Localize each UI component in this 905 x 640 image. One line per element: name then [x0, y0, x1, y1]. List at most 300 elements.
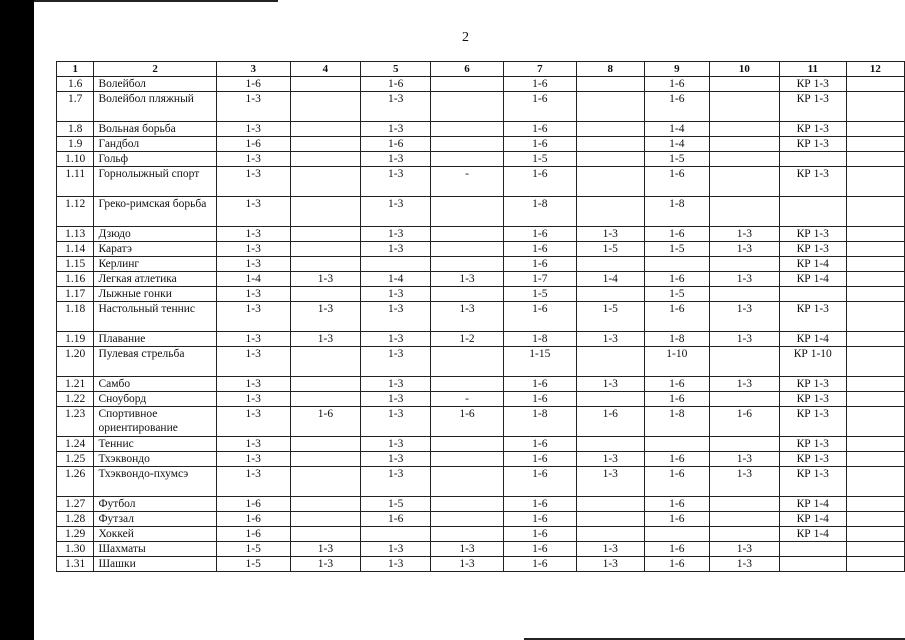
col-5-cell: 1-3 [361, 407, 431, 437]
col-7-cell: 1-6 [503, 167, 576, 197]
col-4-cell [290, 527, 361, 542]
sport-name-cell: Самбо [94, 377, 216, 392]
col-6-cell [431, 437, 504, 452]
col-10-cell [709, 257, 779, 272]
col-6-cell [431, 242, 504, 257]
col-7-cell: 1-8 [503, 197, 576, 227]
table-row [57, 137, 905, 152]
col-8-cell [576, 167, 644, 197]
col-5-cell: 1-3 [361, 287, 431, 302]
col-12-cell [846, 272, 904, 287]
col-11-cell: КР 1-3 [779, 227, 846, 242]
col-8-cell [576, 512, 644, 527]
header-cell-11: 11 [779, 62, 846, 77]
sport-name-cell: Керлинг [94, 257, 216, 272]
row-number-cell: 1.12 [57, 197, 94, 227]
col-8-cell: 1-3 [576, 557, 644, 572]
col-9-cell: 1-6 [644, 272, 709, 287]
col-9-cell: 1-5 [644, 242, 709, 257]
col-4-cell: 1-3 [290, 557, 361, 572]
col-7-cell: 1-6 [503, 122, 576, 137]
row-number-cell: 1.18 [57, 302, 94, 332]
col-10-cell [709, 152, 779, 167]
col-6-cell [431, 197, 504, 227]
col-8-cell: 1-5 [576, 242, 644, 257]
col-12-cell [846, 512, 904, 527]
sport-name-cell: Теннис [94, 437, 216, 452]
col-4-cell [290, 227, 361, 242]
col-8-cell [576, 497, 644, 512]
col-12-cell [846, 77, 904, 92]
col-12-cell [846, 197, 904, 227]
col-6-cell: 1-3 [431, 557, 504, 572]
sport-name-cell: Сноуборд [94, 392, 216, 407]
col-9-cell: 1-4 [644, 137, 709, 152]
table-row [57, 452, 905, 467]
col-6-cell [431, 227, 504, 242]
col-10-cell [709, 347, 779, 377]
col-9-cell: 1-6 [644, 227, 709, 242]
col-5-cell: 1-3 [361, 227, 431, 242]
row-number-cell: 1.19 [57, 332, 94, 347]
col-12-cell [846, 242, 904, 257]
col-3-cell: 1-3 [216, 122, 290, 137]
col-8-cell: 1-3 [576, 332, 644, 347]
col-10-cell: 1-3 [709, 302, 779, 332]
col-10-cell: 1-3 [709, 227, 779, 242]
col-6-cell [431, 452, 504, 467]
col-4-cell [290, 392, 361, 407]
table-row [57, 527, 905, 542]
table-row [57, 122, 905, 137]
col-5-cell: 1-5 [361, 497, 431, 512]
col-9-cell: 1-8 [644, 197, 709, 227]
col-9-cell: 1-10 [644, 347, 709, 377]
header-cell-2: 2 [94, 62, 216, 77]
table-row [57, 287, 905, 302]
sport-name-cell: Легкая атлетика [94, 272, 216, 287]
col-7-cell: 1-6 [503, 257, 576, 272]
col-8-cell [576, 437, 644, 452]
col-7-cell: 1-6 [503, 542, 576, 557]
sport-name-cell: Спортивное ориентирование [94, 407, 216, 437]
col-4-cell: 1-6 [290, 407, 361, 437]
row-number-cell: 1.7 [57, 92, 94, 122]
header-cell-9: 9 [644, 62, 709, 77]
col-6-cell: 1-3 [431, 272, 504, 287]
col-4-cell [290, 467, 361, 497]
sport-name-cell: Тхэквондо-пхумсэ [94, 467, 216, 497]
col-10-cell: 1-3 [709, 557, 779, 572]
col-8-cell: 1-3 [576, 452, 644, 467]
col-10-cell [709, 77, 779, 92]
col-10-cell: 1-6 [709, 407, 779, 437]
col-9-cell: 1-6 [644, 77, 709, 92]
table-row [57, 152, 905, 167]
row-number-cell: 1.17 [57, 287, 94, 302]
col-9-cell: 1-6 [644, 167, 709, 197]
col-10-cell [709, 512, 779, 527]
col-6-cell [431, 122, 504, 137]
col-7-cell: 1-6 [503, 512, 576, 527]
col-10-cell: 1-3 [709, 467, 779, 497]
col-4-cell [290, 197, 361, 227]
col-4-cell [290, 512, 361, 527]
col-9-cell: 1-6 [644, 302, 709, 332]
row-number-cell: 1.31 [57, 557, 94, 572]
col-12-cell [846, 437, 904, 452]
col-5-cell: 1-6 [361, 77, 431, 92]
col-3-cell: 1-3 [216, 347, 290, 377]
row-number-cell: 1.16 [57, 272, 94, 287]
table-row [57, 92, 905, 122]
col-3-cell: 1-3 [216, 332, 290, 347]
table-row [57, 467, 905, 497]
col-5-cell: 1-3 [361, 122, 431, 137]
col-6-cell: - [431, 167, 504, 197]
sport-name-cell: Дзюдо [94, 227, 216, 242]
col-6-cell [431, 527, 504, 542]
col-12-cell [846, 407, 904, 437]
col-12-cell [846, 467, 904, 497]
col-7-cell: 1-6 [503, 137, 576, 152]
sport-name-cell: Волейбол [94, 77, 216, 92]
sport-name-cell: Вольная борьба [94, 122, 216, 137]
col-5-cell: 1-3 [361, 542, 431, 557]
col-9-cell: 1-4 [644, 122, 709, 137]
col-7-cell: 1-6 [503, 452, 576, 467]
col-11-cell: КР 1-3 [779, 407, 846, 437]
col-6-cell [431, 77, 504, 92]
col-4-cell [290, 122, 361, 137]
sport-name-cell: Шашки [94, 557, 216, 572]
row-number-cell: 1.14 [57, 242, 94, 257]
col-12-cell [846, 557, 904, 572]
col-9-cell: 1-5 [644, 287, 709, 302]
col-10-cell [709, 497, 779, 512]
col-11-cell [779, 542, 846, 557]
table-row [57, 392, 905, 407]
col-7-cell: 1-6 [503, 377, 576, 392]
col-11-cell: КР 1-4 [779, 272, 846, 287]
col-12-cell [846, 377, 904, 392]
row-number-cell: 1.28 [57, 512, 94, 527]
header-cell-1: 1 [57, 62, 94, 77]
col-12-cell [846, 287, 904, 302]
col-7-cell: 1-5 [503, 287, 576, 302]
col-12-cell [846, 167, 904, 197]
col-7-cell: 1-6 [503, 227, 576, 242]
col-6-cell: 1-2 [431, 332, 504, 347]
sport-name-cell: Волейбол пляжный [94, 92, 216, 122]
col-10-cell: 1-3 [709, 452, 779, 467]
sport-name-cell: Футбол [94, 497, 216, 512]
col-11-cell [779, 152, 846, 167]
col-7-cell: 1-6 [503, 242, 576, 257]
col-5-cell: 1-3 [361, 437, 431, 452]
col-5-cell: 1-3 [361, 332, 431, 347]
col-4-cell: 1-3 [290, 272, 361, 287]
col-12-cell [846, 392, 904, 407]
table-row [57, 242, 905, 257]
col-7-cell: 1-6 [503, 497, 576, 512]
col-3-cell: 1-3 [216, 302, 290, 332]
sport-name-cell: Греко-римская борьба [94, 197, 216, 227]
col-5-cell: 1-3 [361, 167, 431, 197]
col-10-cell [709, 197, 779, 227]
col-5-cell: 1-6 [361, 137, 431, 152]
col-8-cell [576, 197, 644, 227]
sport-name-cell: Горнолыжный спорт [94, 167, 216, 197]
col-8-cell: 1-4 [576, 272, 644, 287]
table-row [57, 557, 905, 572]
col-7-cell: 1-6 [503, 302, 576, 332]
col-5-cell [361, 527, 431, 542]
row-number-cell: 1.6 [57, 77, 94, 92]
col-9-cell: 1-6 [644, 557, 709, 572]
col-12-cell [846, 542, 904, 557]
table-row [57, 272, 905, 287]
col-7-cell: 1-8 [503, 407, 576, 437]
col-8-cell [576, 122, 644, 137]
col-5-cell: 1-3 [361, 467, 431, 497]
col-4-cell [290, 77, 361, 92]
col-9-cell: 1-6 [644, 497, 709, 512]
col-5-cell: 1-3 [361, 392, 431, 407]
sport-name-cell: Каратэ [94, 242, 216, 257]
header-cell-7: 7 [503, 62, 576, 77]
col-5-cell: 1-3 [361, 242, 431, 257]
col-7-cell: 1-5 [503, 152, 576, 167]
row-number-cell: 1.24 [57, 437, 94, 452]
col-4-cell: 1-3 [290, 542, 361, 557]
col-8-cell [576, 77, 644, 92]
row-number-cell: 1.29 [57, 527, 94, 542]
table-header-row [57, 62, 905, 77]
sport-name-cell: Футзал [94, 512, 216, 527]
col-11-cell: КР 1-4 [779, 527, 846, 542]
col-12-cell [846, 152, 904, 167]
col-3-cell: 1-3 [216, 287, 290, 302]
col-6-cell: 1-3 [431, 542, 504, 557]
sport-name-cell: Лыжные гонки [94, 287, 216, 302]
row-number-cell: 1.20 [57, 347, 94, 377]
col-10-cell: 1-3 [709, 272, 779, 287]
col-5-cell: 1-4 [361, 272, 431, 287]
col-5-cell [361, 257, 431, 272]
col-8-cell [576, 152, 644, 167]
header-cell-5: 5 [361, 62, 431, 77]
header-cell-8: 8 [576, 62, 644, 77]
col-12-cell [846, 452, 904, 467]
table-row [57, 347, 905, 377]
col-3-cell: 1-3 [216, 467, 290, 497]
col-5-cell: 1-3 [361, 347, 431, 377]
row-number-cell: 1.30 [57, 542, 94, 557]
col-11-cell: КР 1-3 [779, 137, 846, 152]
col-7-cell: 1-6 [503, 527, 576, 542]
col-3-cell: 1-3 [216, 242, 290, 257]
col-5-cell: 1-6 [361, 512, 431, 527]
col-4-cell [290, 287, 361, 302]
col-3-cell: 1-3 [216, 407, 290, 437]
col-9-cell: 1-6 [644, 512, 709, 527]
table-row [57, 497, 905, 512]
col-6-cell: - [431, 392, 504, 407]
sport-name-cell: Шахматы [94, 542, 216, 557]
row-number-cell: 1.13 [57, 227, 94, 242]
col-9-cell [644, 527, 709, 542]
col-7-cell: 1-15 [503, 347, 576, 377]
col-3-cell: 1-5 [216, 557, 290, 572]
header-cell-6: 6 [431, 62, 504, 77]
row-number-cell: 1.26 [57, 467, 94, 497]
col-12-cell [846, 332, 904, 347]
col-7-cell: 1-6 [503, 467, 576, 497]
col-5-cell: 1-3 [361, 92, 431, 122]
col-6-cell [431, 347, 504, 377]
col-12-cell [846, 137, 904, 152]
col-10-cell: 1-3 [709, 542, 779, 557]
col-10-cell [709, 437, 779, 452]
col-3-cell: 1-4 [216, 272, 290, 287]
col-3-cell: 1-3 [216, 377, 290, 392]
col-7-cell: 1-6 [503, 437, 576, 452]
col-4-cell [290, 92, 361, 122]
col-5-cell: 1-3 [361, 452, 431, 467]
col-6-cell [431, 92, 504, 122]
col-11-cell: КР 1-3 [779, 377, 846, 392]
col-6-cell: 1-6 [431, 407, 504, 437]
col-10-cell: 1-3 [709, 242, 779, 257]
col-9-cell: 1-6 [644, 92, 709, 122]
sport-name-cell: Гольф [94, 152, 216, 167]
col-12-cell [846, 302, 904, 332]
col-8-cell [576, 92, 644, 122]
col-5-cell: 1-3 [361, 302, 431, 332]
col-11-cell: КР 1-3 [779, 242, 846, 257]
col-3-cell: 1-3 [216, 92, 290, 122]
col-10-cell [709, 92, 779, 122]
col-4-cell [290, 137, 361, 152]
col-3-cell: 1-6 [216, 497, 290, 512]
sport-name-cell: Настольный теннис [94, 302, 216, 332]
col-6-cell [431, 152, 504, 167]
col-11-cell: КР 1-4 [779, 257, 846, 272]
col-9-cell: 1-6 [644, 542, 709, 557]
col-4-cell [290, 377, 361, 392]
col-6-cell [431, 137, 504, 152]
col-4-cell: 1-3 [290, 332, 361, 347]
col-9-cell: 1-6 [644, 392, 709, 407]
col-4-cell [290, 437, 361, 452]
col-9-cell: 1-8 [644, 407, 709, 437]
col-8-cell [576, 257, 644, 272]
col-7-cell: 1-7 [503, 272, 576, 287]
row-number-cell: 1.15 [57, 257, 94, 272]
col-3-cell: 1-5 [216, 542, 290, 557]
col-11-cell: КР 1-3 [779, 77, 846, 92]
col-6-cell [431, 287, 504, 302]
col-12-cell [846, 122, 904, 137]
col-3-cell: 1-6 [216, 137, 290, 152]
col-4-cell [290, 452, 361, 467]
row-number-cell: 1.8 [57, 122, 94, 137]
col-11-cell: КР 1-3 [779, 122, 846, 137]
row-number-cell: 1.21 [57, 377, 94, 392]
col-11-cell: КР 1-4 [779, 497, 846, 512]
col-3-cell: 1-3 [216, 452, 290, 467]
table-row [57, 332, 905, 347]
col-12-cell [846, 497, 904, 512]
row-number-cell: 1.22 [57, 392, 94, 407]
col-6-cell [431, 467, 504, 497]
header-cell-3: 3 [216, 62, 290, 77]
col-10-cell [709, 122, 779, 137]
col-3-cell: 1-3 [216, 197, 290, 227]
col-11-cell [779, 557, 846, 572]
row-number-cell: 1.9 [57, 137, 94, 152]
table-row [57, 542, 905, 557]
col-12-cell [846, 347, 904, 377]
col-4-cell [290, 347, 361, 377]
col-3-cell: 1-3 [216, 227, 290, 242]
table-row [57, 257, 905, 272]
table-row [57, 512, 905, 527]
col-7-cell: 1-6 [503, 92, 576, 122]
col-5-cell: 1-3 [361, 197, 431, 227]
col-9-cell: 1-5 [644, 152, 709, 167]
col-11-cell: КР 1-3 [779, 92, 846, 122]
col-8-cell: 1-6 [576, 407, 644, 437]
col-3-cell: 1-3 [216, 152, 290, 167]
col-4-cell: 1-3 [290, 302, 361, 332]
col-8-cell: 1-3 [576, 467, 644, 497]
col-3-cell: 1-6 [216, 77, 290, 92]
table-row [57, 437, 905, 452]
col-6-cell [431, 512, 504, 527]
col-10-cell: 1-3 [709, 377, 779, 392]
col-11-cell: КР 1-3 [779, 467, 846, 497]
col-8-cell: 1-3 [576, 542, 644, 557]
header-cell-4: 4 [290, 62, 361, 77]
col-10-cell [709, 392, 779, 407]
col-11-cell: КР 1-4 [779, 512, 846, 527]
col-8-cell: 1-3 [576, 227, 644, 242]
col-6-cell [431, 257, 504, 272]
col-8-cell [576, 137, 644, 152]
col-8-cell [576, 347, 644, 377]
col-8-cell: 1-3 [576, 377, 644, 392]
col-9-cell: 1-6 [644, 452, 709, 467]
col-5-cell: 1-3 [361, 557, 431, 572]
sport-name-cell: Гандбол [94, 137, 216, 152]
col-3-cell: 1-6 [216, 512, 290, 527]
col-3-cell: 1-6 [216, 527, 290, 542]
col-11-cell: КР 1-3 [779, 167, 846, 197]
col-5-cell: 1-3 [361, 152, 431, 167]
col-10-cell [709, 167, 779, 197]
col-11-cell: КР 1-4 [779, 332, 846, 347]
col-11-cell: КР 1-3 [779, 437, 846, 452]
col-11-cell: КР 1-3 [779, 302, 846, 332]
col-11-cell [779, 197, 846, 227]
col-12-cell [846, 257, 904, 272]
document-page [34, 0, 905, 640]
col-9-cell: 1-6 [644, 467, 709, 497]
col-9-cell: 1-8 [644, 332, 709, 347]
col-3-cell: 1-3 [216, 167, 290, 197]
